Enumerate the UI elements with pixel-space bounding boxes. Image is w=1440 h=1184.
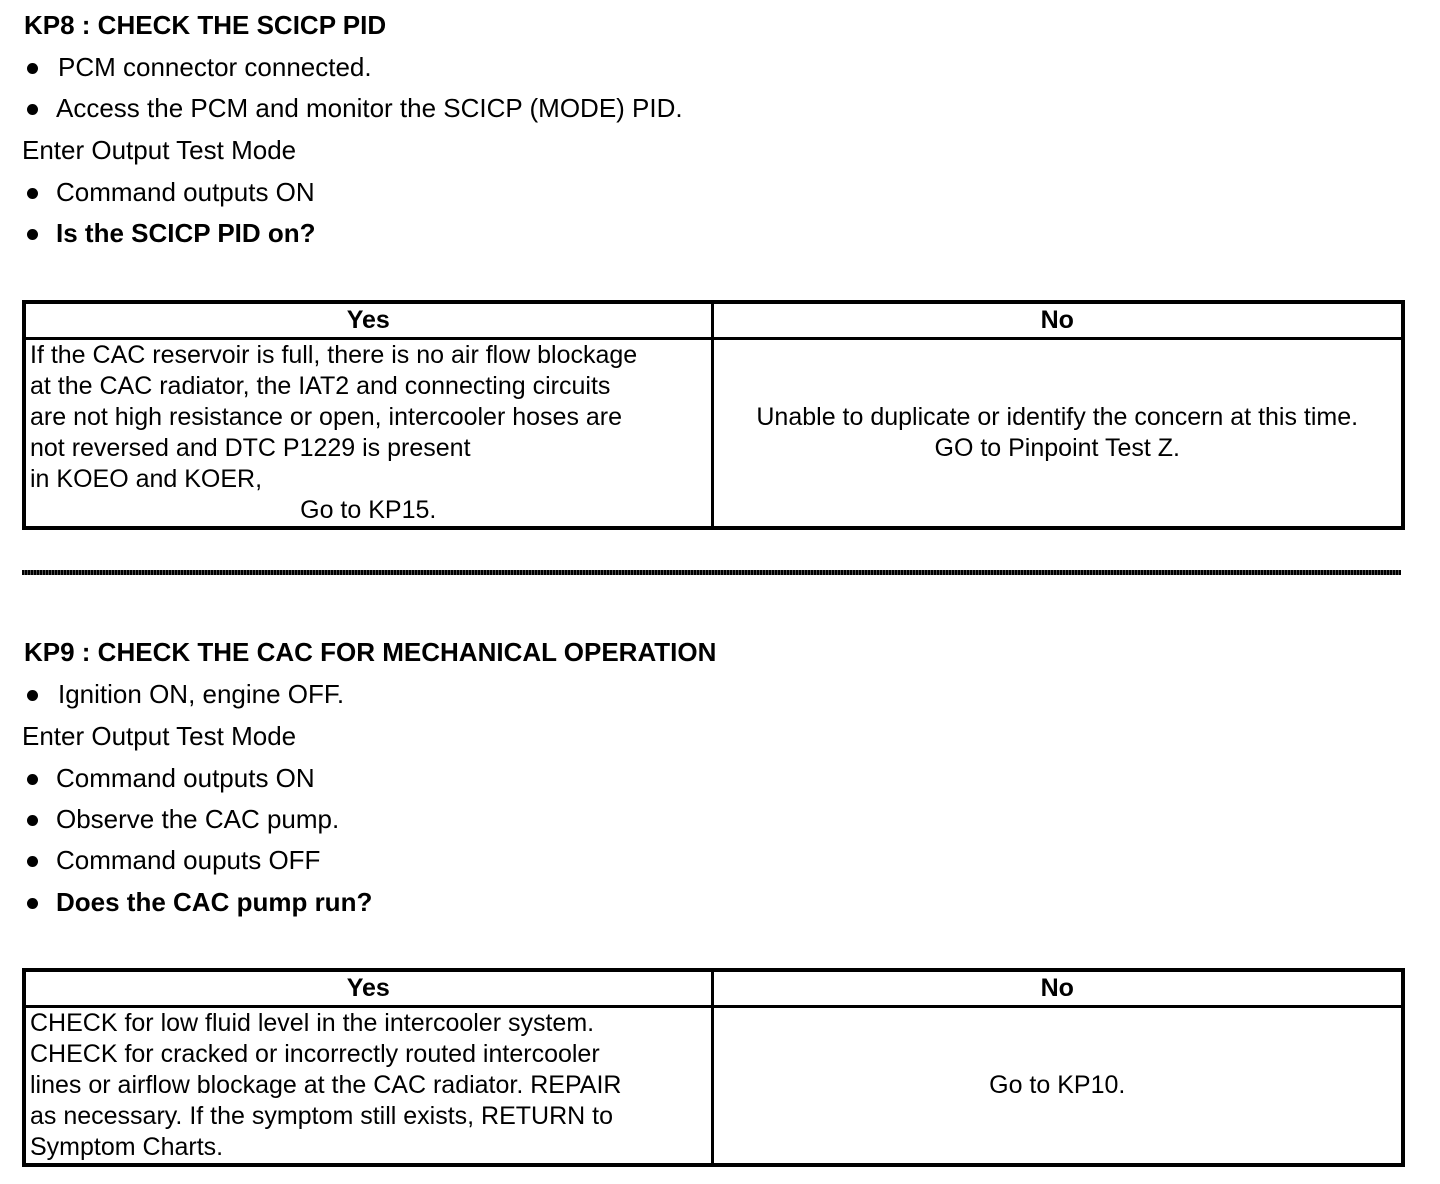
kp9-yes-line: lines or airflow blockage at the CAC radiator. REPAIR	[30, 1071, 622, 1099]
kp8-yes-line: at the CAC radiator, the IAT2 and connecting circuits	[30, 372, 611, 400]
kp9-output-test-line: Enter Output Test Mode	[22, 721, 297, 751]
kp9-no-text: Go to KP10.	[989, 1071, 1126, 1099]
kp9-yes-line: CHECK for low fluid level in the intercooler system.	[30, 1009, 595, 1037]
bullet-icon	[27, 104, 38, 115]
kp9-step-4: Command ouputs OFF	[56, 845, 321, 875]
kp8-yes-header: Yes	[24, 302, 712, 339]
kp8-no-header: No	[712, 302, 1403, 339]
kp9-yes-cell	[24, 1007, 712, 1166]
kp9-step-2: Command outputs ON	[56, 763, 315, 793]
kp8-no-cell	[712, 339, 1403, 529]
kp8-yes-cell	[24, 339, 712, 529]
kp9-step-1: Ignition ON, engine OFF.	[58, 679, 345, 709]
bullet-icon	[27, 690, 38, 701]
kp9-result-table	[22, 968, 1405, 1167]
bullet-icon	[27, 229, 38, 240]
kp8-output-test-line: Enter Output Test Mode	[22, 135, 297, 165]
kp8-result-table	[22, 300, 1405, 530]
kp9-title: KP9 : CHECK THE CAC FOR MECHANICAL OPERATION	[24, 637, 717, 667]
kp8-yes-line: not reversed and DTC P1229 is present	[30, 434, 471, 462]
kp9-no-header: No	[712, 970, 1403, 1007]
kp8-step-2: Access the PCM and monitor the SCICP (MODE) PID.	[56, 93, 683, 123]
bullet-icon	[27, 188, 38, 199]
bullet-icon	[27, 856, 38, 867]
kp9-step-3: Observe the CAC pump.	[56, 804, 340, 834]
section-divider	[22, 570, 1401, 575]
kp8-question: Is the SCICP PID on?	[56, 218, 316, 248]
bullet-icon	[27, 898, 38, 909]
kp8-title: KP8 : CHECK THE SCICP PID	[24, 10, 387, 40]
kp9-yes-line: as necessary. If the symptom still exists, RETURN to	[30, 1102, 614, 1130]
kp9-yes-line: CHECK for cracked or incorrectly routed intercooler	[30, 1040, 600, 1068]
bullet-icon	[27, 815, 38, 826]
kp8-step-1: PCM connector connected.	[58, 52, 372, 82]
kp8-no-line: Unable to duplicate or identify the concern at this time.	[756, 403, 1359, 431]
kp9-yes-line: Symptom Charts.	[30, 1133, 224, 1161]
kp8-no-line: GO to Pinpoint Test Z.	[934, 434, 1180, 462]
bullet-icon	[27, 774, 38, 785]
kp9-no-cell	[712, 1007, 1403, 1166]
kp9-yes-header: Yes	[24, 970, 712, 1007]
kp9-question: Does the CAC pump run?	[56, 887, 373, 917]
kp8-yes-line: in KOEO and KOER,	[30, 465, 263, 493]
kp8-yes-line: If the CAC reservoir is full, there is no air flow blockage	[30, 341, 638, 369]
kp8-step-3: Command outputs ON	[56, 177, 315, 207]
kp8-yes-line: are not high resistance or open, intercooler hoses are	[30, 403, 623, 431]
kp8-yes-action: Go to KP15.	[300, 496, 437, 524]
bullet-icon	[27, 63, 38, 74]
